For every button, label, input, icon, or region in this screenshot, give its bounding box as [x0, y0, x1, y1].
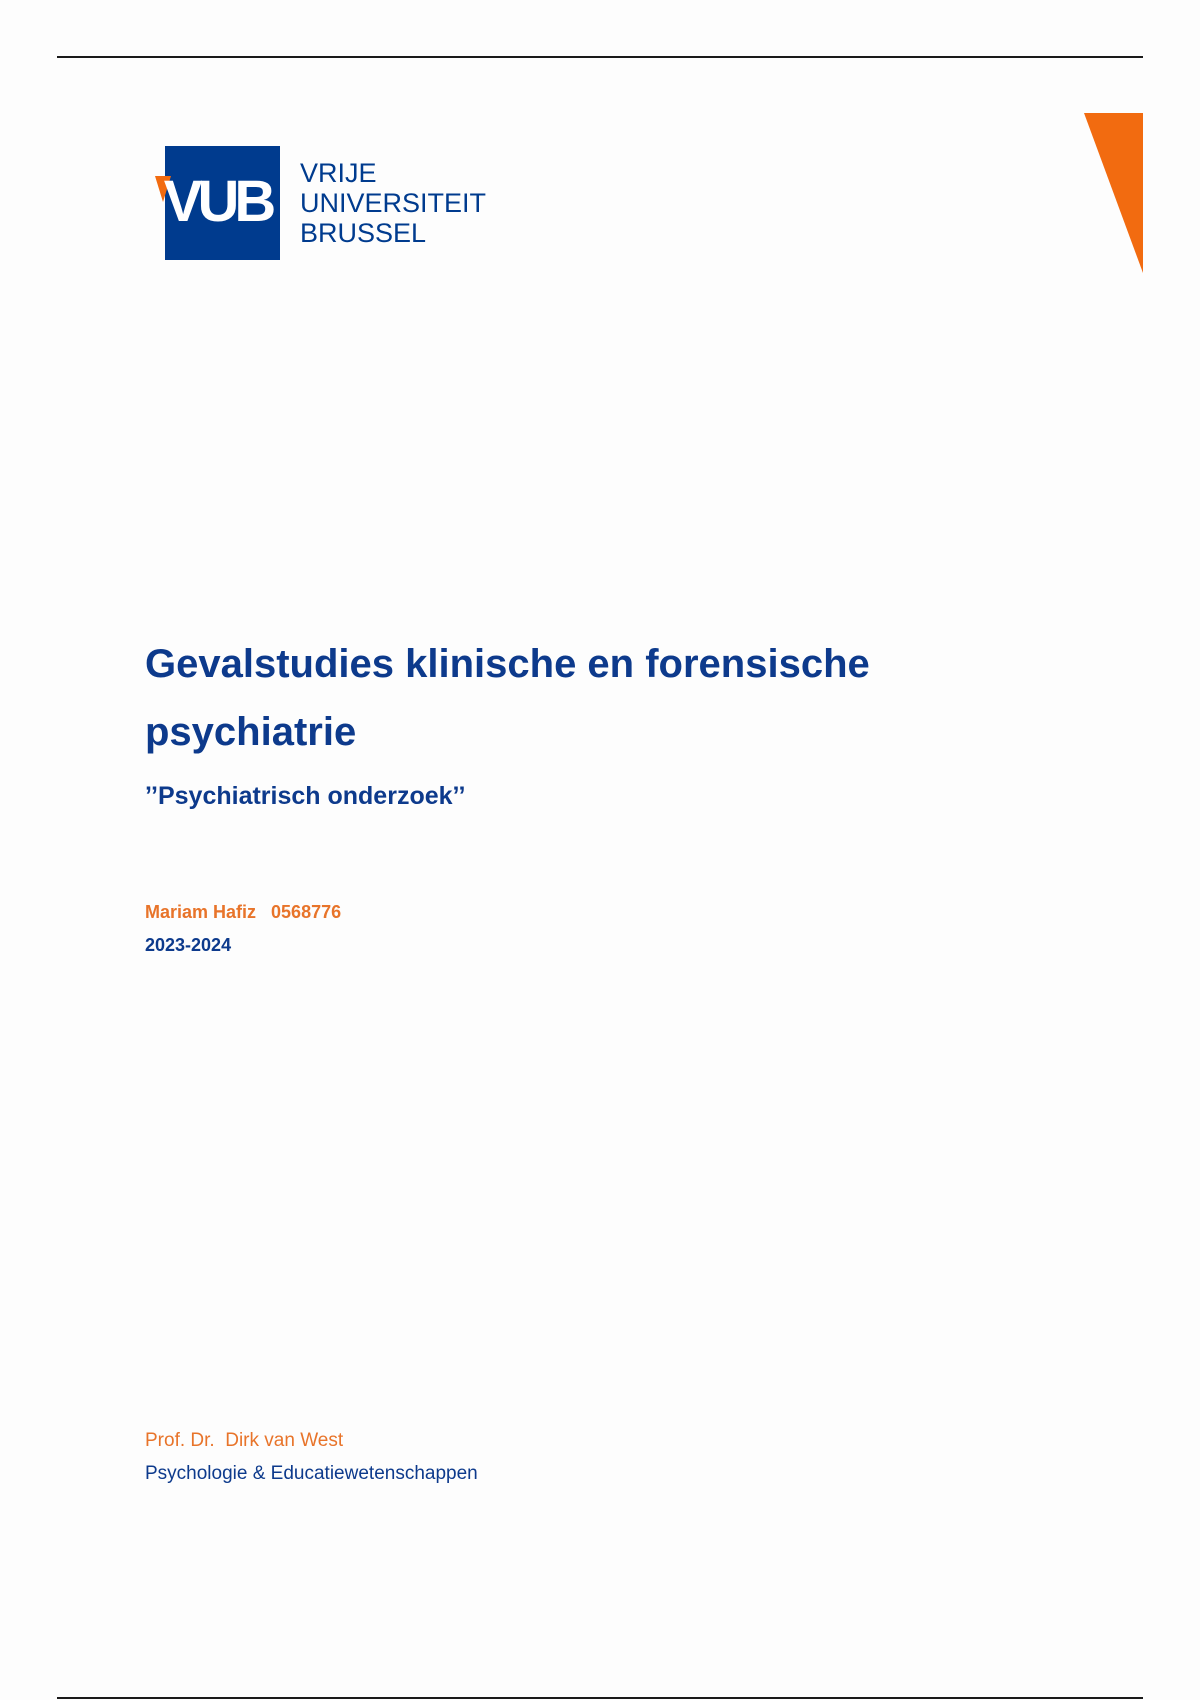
academic-year: 2023-2024	[145, 935, 232, 955]
document-title: Gevalstudies klinische en forensische psychiatrie	[145, 642, 870, 754]
logo-line-1: VRIJE	[300, 158, 377, 188]
document-subtitle: ’’Psychiatrisch onderzoek’’	[145, 782, 466, 810]
corner-triangle-decoration	[1084, 113, 1143, 273]
logo-letters: VUB	[163, 169, 272, 234]
logo-wordmark	[300, 158, 486, 248]
bottom-rule	[57, 1697, 1143, 1699]
top-rule	[57, 56, 1143, 58]
faculty-name: Psychologie & Educatiewetenschappen	[145, 1463, 478, 1484]
vub-logo	[155, 144, 485, 262]
logo-line-3: BRUSSEL	[300, 218, 427, 248]
logo-line-2: UNIVERSITEIT	[300, 188, 487, 218]
author-line: Mariam Hafiz 0568776	[145, 902, 342, 922]
professor-name: Prof. Dr. Dirk van West	[145, 1430, 344, 1451]
